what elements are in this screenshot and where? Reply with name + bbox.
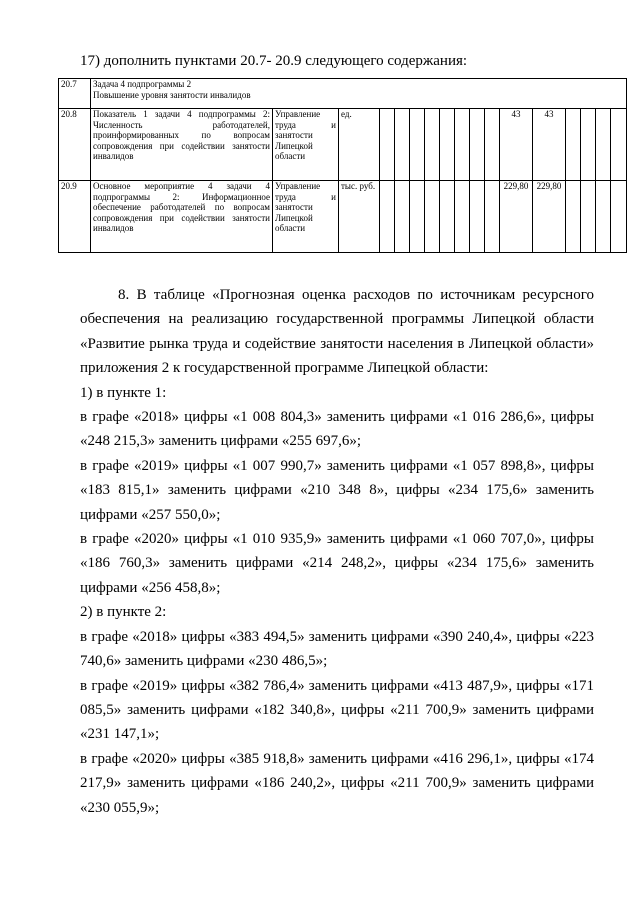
row-number: 20.9	[59, 181, 91, 253]
row-number: 20.8	[59, 109, 91, 181]
intro-line: 17) дополнить пунктами 20.7- 20.9 следующего содержания:	[80, 53, 468, 69]
table-row	[59, 79, 627, 109]
activity-name: Основное мероприятие 4 задачи 4 подпрограммы 2: Информационное обеспечение работодателей по вопросам сопровождения при содействии занятости инвалидов	[91, 181, 273, 253]
point-heading: 1) в пункте 1:	[80, 384, 167, 401]
paragraph: в графе «2018» цифры «383 494,5» заменить цифрами «390 240,4», цифры «223 740,6» заменить цифрами «230 486,5»;	[80, 628, 594, 670]
paragraph: в графе «2020» цифры «1 010 935,9» заменить цифрами «1 060 707,0», цифры «186 760,3» заменить цифрами «214 248,2», цифры «234 175,6» заменить цифрами «256 458,8»;	[80, 531, 594, 596]
row-number: 20.7	[59, 79, 91, 109]
paragraph: в графе «2019» цифры «1 007 990,7» заменить цифрами «1 057 898,8», цифры «183 815,1» заменить цифрами «210 348 8», цифры «234 175,6» заменить цифрами «257 550,0»;	[80, 457, 594, 523]
unit-cell: ед.	[339, 109, 380, 181]
paragraph: в графе «2018» цифры «1 008 804,3» заменить цифрами «1 016 286,6», цифры «248 215,3» заменить цифрами «255 697,6»;	[80, 409, 594, 450]
paragraph: в графе «2019» цифры «382 786,4» заменить цифрами «413 487,9», цифры «171 085,5» заменить цифрами «182 340,8», цифры «211 700,9» заменить цифрами «231 147,1»;	[80, 677, 594, 743]
responsible-org: Управление труда и занятости Липецкой области	[273, 181, 339, 253]
responsible-org: Управление труда и занятости Липецкой области	[273, 109, 339, 181]
task-title-cell	[91, 79, 627, 109]
value-cell: 229,80	[500, 181, 533, 253]
paragraph-heading: 8. В таблице «Прогнозная оценка расходов по источникам ресурсного обеспечения на реализацию государственной программы Липецкой области «Развитие рынка труда и содействие занятости населения в Липецкой области» приложения 2 к государственной программе Липецкой области:	[80, 287, 594, 377]
value-cell: 43	[500, 109, 533, 181]
value-cell: 43	[533, 109, 566, 181]
document-body	[80, 283, 594, 820]
task-title: Задача 4 подпрограммы 2	[93, 79, 192, 89]
paragraph: в графе «2020» цифры «385 918,8» заменить цифрами «416 296,1», цифры «174 217,9» заменить цифрами «186 240,2», цифры «211 700,9» заменить цифрами «230 055,9»;	[80, 750, 594, 816]
value-cell: 229,80	[533, 181, 566, 253]
table-row	[59, 109, 627, 181]
programme-table	[58, 78, 627, 253]
unit-cell: тыс. руб.	[339, 181, 380, 253]
point-heading: 2) в пункте 2:	[80, 604, 167, 621]
indicator-name: Показатель 1 задачи 4 подпрограммы 2: Численность работодателей, проинформированных по вопросам сопровождения при содействии занятости инвалидов	[91, 109, 273, 181]
task-subtitle: Повышение уровня занятости инвалидов	[93, 89, 251, 100]
table-row	[59, 181, 627, 253]
